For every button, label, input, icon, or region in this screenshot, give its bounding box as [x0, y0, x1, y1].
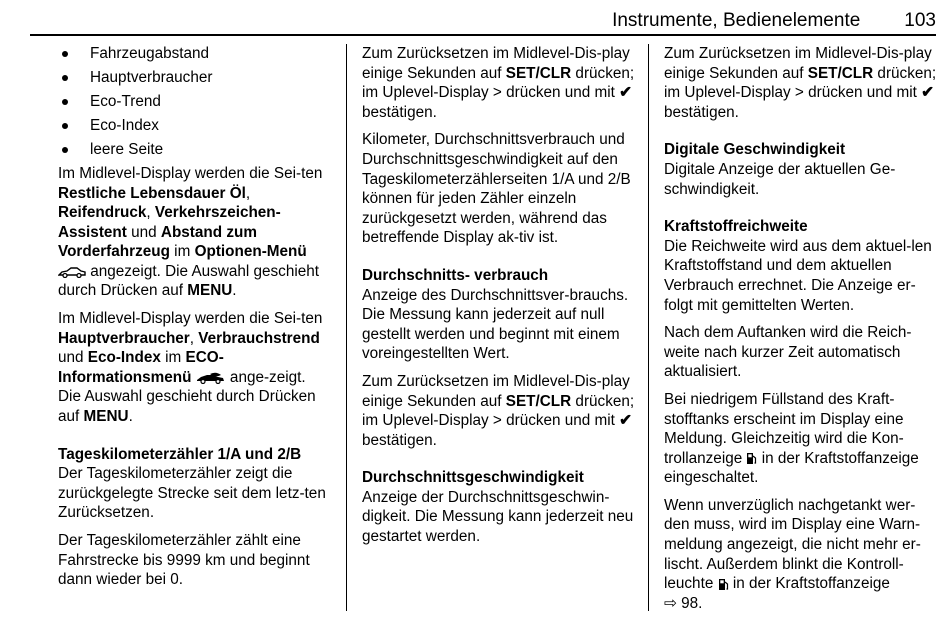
- fuel-pump-icon: [718, 578, 729, 591]
- text: Bei niedrigem Füllstand des Kraft-stofftanks erscheint im Display eine Meldung. Gleichzeitig wird die Kon-trollanzeige: [664, 390, 904, 467]
- term: Eco-Index: [87, 349, 161, 367]
- text: drücken; im Uplevel-Display > drücken und mit: [362, 392, 635, 430]
- text: ,: [146, 204, 155, 222]
- paragraph-reset-instructions: [362, 372, 636, 450]
- list-item: Hauptverbraucher: [58, 68, 332, 88]
- term: Optionen-Menü: [194, 243, 307, 261]
- text: im: [160, 349, 186, 367]
- text: Zum Zurücksetzen im Midlevel-Dis-play einige Sekunden auf: [362, 45, 630, 82]
- paragraph-options-menu: [58, 164, 332, 301]
- text: drücken; im Uplevel-Display > drücken und mit: [362, 64, 635, 102]
- term: Hauptverbraucher: [58, 329, 190, 347]
- text: bestätigen.: [664, 103, 739, 121]
- text: Wenn unverzüglich nachgetankt wer-den muss, wird im Display eine Warn-meldung angezeigt, die nicht mehr er-lischt. Außerdem blinkt die Kontroll-leuchte: [664, 496, 921, 593]
- section-heading: Tageskilometerzähler 1/A und 2/B: [58, 445, 302, 463]
- section-heading: Durchschnittsgeschwindigkeit: [362, 469, 584, 487]
- page-reference-arrow-icon: ⇨: [664, 594, 677, 612]
- text: ,: [245, 184, 251, 202]
- check-icon: ✔: [619, 412, 632, 430]
- text: in der Kraftstoffanzeige eingeschaltet.: [664, 449, 919, 487]
- term: SET/CLR: [505, 392, 572, 410]
- text: ,: [189, 329, 199, 347]
- term: Verkehrszeichen-Assistent: [58, 204, 281, 241]
- paragraph: Kilometer, Durchschnittsverbrauch und Durchschnittsgeschwindigkeit auf den Tageskilometerzählerseiten 1/A und 2/B können für jeden Zähler einzeln zurückgesetzt werden, während das betreffende Display ak-tiv ist.: [362, 131, 631, 247]
- text: angezeigt. Die Auswahl geschieht durch Drücken auf: [58, 262, 320, 300]
- header-rule: [30, 34, 936, 36]
- page-list: [58, 44, 332, 160]
- term: MENU: [187, 282, 233, 300]
- paragraph: Der Tageskilometerzähler zählt eine Fahrstrecke bis 9999 km und beginnt dann wieder bei 0.: [58, 532, 310, 589]
- text: Zum Zurücksetzen im Midlevel-Dis-play einige Sekunden auf: [362, 372, 630, 410]
- car-options-icon: [58, 266, 86, 278]
- page-reference[interactable]: 98.: [676, 594, 703, 612]
- term: Verbrauchstrend: [198, 329, 320, 347]
- term: SET/CLR: [505, 64, 572, 82]
- paragraph: Anzeige des Durchschnittsver-brauchs. Die Messung kann jederzeit auf null gestellt werden und beginnt mit einem voreingestellten Wert.: [362, 286, 629, 363]
- paragraph-reset-instructions: [362, 44, 636, 122]
- check-icon: ✔: [921, 84, 934, 102]
- term: ECO-Informationsmenü: [58, 349, 224, 386]
- check-icon: ✔: [619, 84, 632, 102]
- section-heading: Kraftstoffreichweite: [664, 218, 808, 236]
- list-item: Fahrzeugabstand: [58, 44, 332, 64]
- text: im: [169, 243, 195, 261]
- paragraph: Die Reichweite wird aus dem aktuel-len Kraftstoffstand und dem aktuellen Verbrauch errechnet. Die Anzeige er-folgt mit gemittelten Werten.: [664, 237, 932, 314]
- page-header: [30, 8, 936, 32]
- text: .: [128, 408, 133, 426]
- text: und: [126, 223, 161, 241]
- term: Restliche Lebensdauer Öl: [58, 184, 246, 202]
- column-1: [58, 44, 332, 598]
- page-number: 103: [904, 10, 936, 31]
- text: bestätigen.: [362, 431, 437, 449]
- text: Im Midlevel-Display werden die Sei-ten: [58, 164, 323, 182]
- column-divider-1: [346, 44, 347, 611]
- text: in der Kraftstoffanzeige: [728, 575, 890, 593]
- paragraph: Anzeige der Durchschnittsgeschwin-digkeit. Die Messung kann jederzeit neu gestartet werden.: [362, 488, 634, 546]
- column-divider-2: [648, 44, 649, 611]
- paragraph: Nach dem Auftanken wird die Reich-weite nach kurzer Zeit automatisch aktualisiert.: [664, 324, 912, 381]
- eco-leaf-car-icon: [196, 372, 226, 384]
- list-item: Eco-Index: [58, 116, 332, 136]
- text: und: [58, 349, 88, 367]
- text: Zum Zurücksetzen im Midlevel-Dis-play einige Sekunden auf: [664, 45, 932, 82]
- text: drücken; im Uplevel-Display > drücken und mit: [664, 64, 937, 102]
- term: SET/CLR: [807, 64, 874, 82]
- text: .: [232, 282, 237, 300]
- text: ange-zeigt. Die Auswahl geschieht durch Drücken auf: [58, 368, 316, 426]
- column-3: [664, 44, 939, 621]
- term: Reifendruck: [58, 204, 147, 222]
- section-heading: Digitale Geschwindigkeit: [664, 141, 846, 159]
- section-heading: Durchschnitts- verbrauch: [362, 266, 549, 284]
- paragraph: Digitale Anzeige der aktuellen Ge-schwindigkeit.: [664, 160, 896, 198]
- paragraph-reset-instructions: [664, 44, 939, 122]
- fuel-pump-icon: [746, 452, 757, 465]
- paragraph: Der Tageskilometerzähler zeigt die zurückgelegte Strecke seit dem letz-ten Zurücksetzen.: [58, 465, 326, 522]
- text: Im Midlevel-Display werden die Sei-ten: [58, 310, 323, 328]
- term: MENU: [83, 408, 129, 426]
- page-title: Instrumente, Bedienelemente: [612, 10, 861, 31]
- column-2: [362, 44, 636, 555]
- list-item: Eco-Trend: [58, 92, 332, 112]
- paragraph-eco-menu: [58, 309, 332, 427]
- term: Abstand zum Vorderfahrzeug: [58, 223, 257, 261]
- list-item: leere Seite: [58, 140, 332, 160]
- paragraph-refuel-warning: [664, 496, 939, 614]
- paragraph-low-fuel: [664, 390, 939, 488]
- text: bestätigen.: [362, 103, 437, 121]
